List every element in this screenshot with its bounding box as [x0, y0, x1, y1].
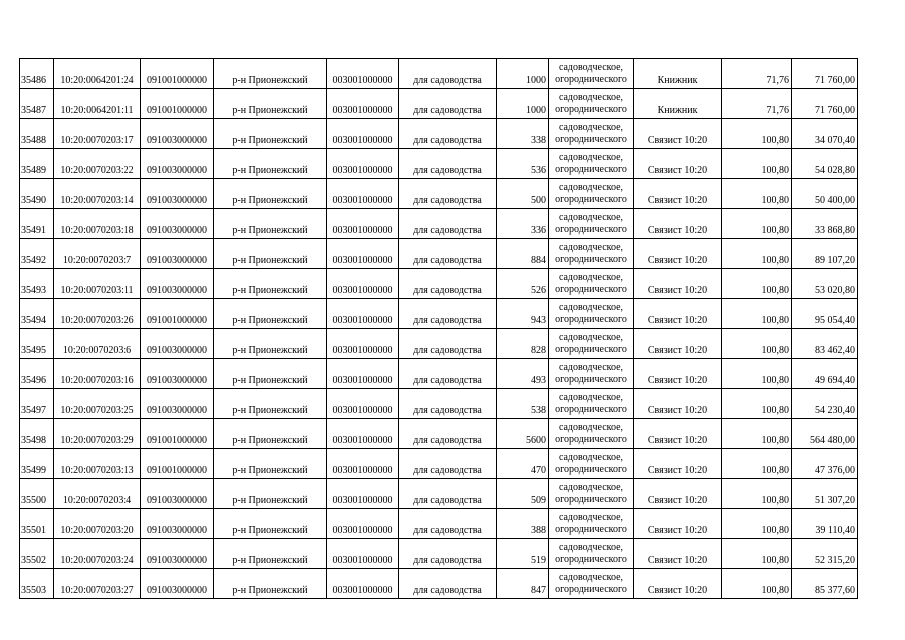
owner-cell: Книжник: [634, 89, 722, 119]
owner-cell: Связист 10:20: [634, 269, 722, 299]
purpose-cell: [549, 329, 634, 359]
purpose-line-1: садоводческое,: [558, 511, 624, 523]
district-cell: р-н Прионежский: [214, 149, 327, 179]
row-number-cell: 35486: [20, 59, 54, 89]
oktmo-code-cell: 091003000000: [141, 239, 214, 269]
category-code-cell: 003001000000: [327, 269, 399, 299]
cadastral-number-cell: 10:20:0070203:29: [54, 419, 141, 449]
permitted-use-cell: для садоводства: [399, 239, 497, 269]
row-number-cell: 35494: [20, 299, 54, 329]
category-code-cell: 003001000000: [327, 329, 399, 359]
row-number-cell: 35487: [20, 89, 54, 119]
cadastral-number-cell: 10:20:0070203:18: [54, 209, 141, 239]
land-plots-table: [19, 58, 858, 599]
district-cell: р-н Прионежский: [214, 359, 327, 389]
table-row: [20, 329, 858, 359]
purpose-line-1: садоводческое,: [558, 211, 624, 223]
area-cell: 470: [497, 449, 549, 479]
owner-cell: Книжник: [634, 59, 722, 89]
row-number-cell: 35501: [20, 509, 54, 539]
permitted-use-cell: для садоводства: [399, 479, 497, 509]
purpose-line-2: огороднического: [555, 163, 627, 175]
purpose-line-2: огороднического: [555, 253, 627, 265]
purpose-cell: [549, 149, 634, 179]
cadastral-value-cell: 564 480,00: [792, 419, 858, 449]
category-code-cell: 003001000000: [327, 569, 399, 599]
purpose-line-2: огороднического: [555, 523, 627, 535]
category-code-cell: 003001000000: [327, 419, 399, 449]
oktmo-code-cell: 091001000000: [141, 299, 214, 329]
purpose-line-2: огороднического: [555, 553, 627, 565]
permitted-use-cell: для садоводства: [399, 149, 497, 179]
purpose-line-2: огороднического: [555, 103, 627, 115]
rate-cell: 71,76: [722, 59, 792, 89]
oktmo-code-cell: 091003000000: [141, 389, 214, 419]
purpose-cell: [549, 359, 634, 389]
row-number-cell: 35498: [20, 419, 54, 449]
oktmo-code-cell: 091003000000: [141, 329, 214, 359]
category-code-cell: 003001000000: [327, 89, 399, 119]
row-number-cell: 35493: [20, 269, 54, 299]
permitted-use-cell: для садоводства: [399, 449, 497, 479]
table-row: [20, 449, 858, 479]
rate-cell: 71,76: [722, 89, 792, 119]
purpose-line-1: садоводческое,: [558, 271, 624, 283]
cadastral-number-cell: 10:20:0064201:11: [54, 89, 141, 119]
cadastral-number-cell: 10:20:0070203:4: [54, 479, 141, 509]
purpose-line-2: огороднического: [555, 403, 627, 415]
oktmo-code-cell: 091003000000: [141, 509, 214, 539]
rate-cell: 100,80: [722, 179, 792, 209]
area-cell: 1000: [497, 59, 549, 89]
cadastral-number-cell: 10:20:0070203:22: [54, 149, 141, 179]
oktmo-code-cell: 091003000000: [141, 179, 214, 209]
district-cell: р-н Прионежский: [214, 239, 327, 269]
rate-cell: 100,80: [722, 539, 792, 569]
purpose-cell: [549, 569, 634, 599]
owner-cell: Связист 10:20: [634, 149, 722, 179]
area-cell: 943: [497, 299, 549, 329]
category-code-cell: 003001000000: [327, 299, 399, 329]
table-row: [20, 419, 858, 449]
oktmo-code-cell: 091003000000: [141, 539, 214, 569]
cadastral-value-cell: 71 760,00: [792, 59, 858, 89]
oktmo-code-cell: 091001000000: [141, 59, 214, 89]
table-row: [20, 539, 858, 569]
cadastral-value-cell: 54 028,80: [792, 149, 858, 179]
rate-cell: 100,80: [722, 569, 792, 599]
oktmo-code-cell: 091003000000: [141, 479, 214, 509]
purpose-cell: [549, 89, 634, 119]
district-cell: р-н Прионежский: [214, 299, 327, 329]
district-cell: р-н Прионежский: [214, 509, 327, 539]
area-cell: 338: [497, 119, 549, 149]
table-row: [20, 389, 858, 419]
rate-cell: 100,80: [722, 209, 792, 239]
cadastral-number-cell: 10:20:0070203:13: [54, 449, 141, 479]
permitted-use-cell: для садоводства: [399, 119, 497, 149]
cadastral-value-cell: 47 376,00: [792, 449, 858, 479]
cadastral-value-cell: 39 110,40: [792, 509, 858, 539]
rate-cell: 100,80: [722, 449, 792, 479]
row-number-cell: 35489: [20, 149, 54, 179]
permitted-use-cell: для садоводства: [399, 269, 497, 299]
owner-cell: Связист 10:20: [634, 509, 722, 539]
rate-cell: 100,80: [722, 119, 792, 149]
oktmo-code-cell: 091003000000: [141, 569, 214, 599]
owner-cell: Связист 10:20: [634, 539, 722, 569]
category-code-cell: 003001000000: [327, 449, 399, 479]
owner-cell: Связист 10:20: [634, 359, 722, 389]
row-number-cell: 35497: [20, 389, 54, 419]
owner-cell: Связист 10:20: [634, 209, 722, 239]
purpose-cell: [549, 209, 634, 239]
owner-cell: Связист 10:20: [634, 239, 722, 269]
rate-cell: 100,80: [722, 269, 792, 299]
table-row: [20, 299, 858, 329]
row-number-cell: 35499: [20, 449, 54, 479]
rate-cell: 100,80: [722, 509, 792, 539]
purpose-line-1: садоводческое,: [558, 421, 624, 433]
purpose-line-1: садоводческое,: [558, 391, 624, 403]
permitted-use-cell: для садоводства: [399, 179, 497, 209]
row-number-cell: 35495: [20, 329, 54, 359]
owner-cell: Связист 10:20: [634, 419, 722, 449]
owner-cell: Связист 10:20: [634, 179, 722, 209]
purpose-line-1: садоводческое,: [558, 151, 624, 163]
table-row: [20, 149, 858, 179]
table-row: [20, 239, 858, 269]
area-cell: 538: [497, 389, 549, 419]
cadastral-number-cell: 10:20:0070203:25: [54, 389, 141, 419]
rate-cell: 100,80: [722, 149, 792, 179]
oktmo-code-cell: 091003000000: [141, 359, 214, 389]
purpose-line-1: садоводческое,: [558, 301, 624, 313]
oktmo-code-cell: 091003000000: [141, 209, 214, 239]
cadastral-value-cell: 71 760,00: [792, 89, 858, 119]
cadastral-number-cell: 10:20:0070203:6: [54, 329, 141, 359]
row-number-cell: 35502: [20, 539, 54, 569]
purpose-cell: [549, 389, 634, 419]
purpose-cell: [549, 539, 634, 569]
area-cell: 828: [497, 329, 549, 359]
permitted-use-cell: для садоводства: [399, 359, 497, 389]
purpose-cell: [549, 449, 634, 479]
purpose-line-2: огороднического: [555, 373, 627, 385]
table-row: [20, 569, 858, 599]
oktmo-code-cell: 091003000000: [141, 269, 214, 299]
purpose-line-1: садоводческое,: [558, 571, 624, 583]
owner-cell: Связист 10:20: [634, 479, 722, 509]
cadastral-value-cell: 50 400,00: [792, 179, 858, 209]
table-row: [20, 179, 858, 209]
row-number-cell: 35488: [20, 119, 54, 149]
table-row: [20, 479, 858, 509]
owner-cell: Связист 10:20: [634, 449, 722, 479]
row-number-cell: 35490: [20, 179, 54, 209]
category-code-cell: 003001000000: [327, 179, 399, 209]
permitted-use-cell: для садоводства: [399, 59, 497, 89]
cadastral-value-cell: 52 315,20: [792, 539, 858, 569]
area-cell: 509: [497, 479, 549, 509]
area-cell: 388: [497, 509, 549, 539]
rate-cell: 100,80: [722, 389, 792, 419]
purpose-line-2: огороднического: [555, 193, 627, 205]
district-cell: р-н Прионежский: [214, 389, 327, 419]
district-cell: р-н Прионежский: [214, 269, 327, 299]
rate-cell: 100,80: [722, 299, 792, 329]
area-cell: 5600: [497, 419, 549, 449]
category-code-cell: 003001000000: [327, 359, 399, 389]
purpose-line-2: огороднического: [555, 493, 627, 505]
district-cell: р-н Прионежский: [214, 539, 327, 569]
owner-cell: Связист 10:20: [634, 329, 722, 359]
district-cell: р-н Прионежский: [214, 179, 327, 209]
rate-cell: 100,80: [722, 479, 792, 509]
permitted-use-cell: для садоводства: [399, 569, 497, 599]
area-cell: 336: [497, 209, 549, 239]
area-cell: 493: [497, 359, 549, 389]
purpose-cell: [549, 179, 634, 209]
district-cell: р-н Прионежский: [214, 59, 327, 89]
cadastral-number-cell: 10:20:0070203:16: [54, 359, 141, 389]
category-code-cell: 003001000000: [327, 119, 399, 149]
district-cell: р-н Прионежский: [214, 569, 327, 599]
oktmo-code-cell: 091003000000: [141, 149, 214, 179]
purpose-line-2: огороднического: [555, 283, 627, 295]
purpose-cell: [549, 419, 634, 449]
cadastral-value-cell: 95 054,40: [792, 299, 858, 329]
cadastral-number-cell: 10:20:0070203:20: [54, 509, 141, 539]
oktmo-code-cell: 091001000000: [141, 449, 214, 479]
area-cell: 1000: [497, 89, 549, 119]
purpose-line-1: садоводческое,: [558, 241, 624, 253]
rate-cell: 100,80: [722, 359, 792, 389]
table-row: [20, 89, 858, 119]
purpose-line-2: огороднического: [555, 223, 627, 235]
district-cell: р-н Прионежский: [214, 209, 327, 239]
permitted-use-cell: для садоводства: [399, 329, 497, 359]
category-code-cell: 003001000000: [327, 509, 399, 539]
area-cell: 526: [497, 269, 549, 299]
district-cell: р-н Прионежский: [214, 89, 327, 119]
cadastral-number-cell: 10:20:0070203:7: [54, 239, 141, 269]
owner-cell: Связист 10:20: [634, 389, 722, 419]
permitted-use-cell: для садоводства: [399, 509, 497, 539]
purpose-cell: [549, 269, 634, 299]
oktmo-code-cell: 091003000000: [141, 119, 214, 149]
purpose-line-1: садоводческое,: [558, 451, 624, 463]
purpose-cell: [549, 59, 634, 89]
purpose-line-1: садоводческое,: [558, 121, 624, 133]
cadastral-value-cell: 89 107,20: [792, 239, 858, 269]
purpose-cell: [549, 299, 634, 329]
purpose-line-2: огороднического: [555, 583, 627, 595]
row-number-cell: 35503: [20, 569, 54, 599]
purpose-line-2: огороднического: [555, 73, 627, 85]
district-cell: р-н Прионежский: [214, 449, 327, 479]
cadastral-number-cell: 10:20:0070203:14: [54, 179, 141, 209]
oktmo-code-cell: 091001000000: [141, 419, 214, 449]
purpose-line-1: садоводческое,: [558, 361, 624, 373]
purpose-line-2: огороднического: [555, 313, 627, 325]
area-cell: 500: [497, 179, 549, 209]
purpose-line-2: огороднического: [555, 343, 627, 355]
oktmo-code-cell: 091001000000: [141, 89, 214, 119]
cadastral-number-cell: 10:20:0070203:24: [54, 539, 141, 569]
cadastral-value-cell: 34 070,40: [792, 119, 858, 149]
category-code-cell: 003001000000: [327, 479, 399, 509]
area-cell: 536: [497, 149, 549, 179]
purpose-line-2: огороднического: [555, 463, 627, 475]
cadastral-value-cell: 51 307,20: [792, 479, 858, 509]
district-cell: р-н Прионежский: [214, 119, 327, 149]
cadastral-number-cell: 10:20:0070203:26: [54, 299, 141, 329]
category-code-cell: 003001000000: [327, 59, 399, 89]
rate-cell: 100,80: [722, 329, 792, 359]
purpose-line-1: садоводческое,: [558, 481, 624, 493]
purpose-line-1: садоводческое,: [558, 541, 624, 553]
purpose-cell: [549, 509, 634, 539]
district-cell: р-н Прионежский: [214, 419, 327, 449]
category-code-cell: 003001000000: [327, 149, 399, 179]
district-cell: р-н Прионежский: [214, 479, 327, 509]
table-row: [20, 209, 858, 239]
permitted-use-cell: для садоводства: [399, 389, 497, 419]
cadastral-value-cell: 49 694,40: [792, 359, 858, 389]
purpose-cell: [549, 239, 634, 269]
area-cell: 884: [497, 239, 549, 269]
purpose-line-1: садоводческое,: [558, 181, 624, 193]
purpose-cell: [549, 119, 634, 149]
cadastral-number-cell: 10:20:0070203:27: [54, 569, 141, 599]
table-row: [20, 509, 858, 539]
permitted-use-cell: для садоводства: [399, 89, 497, 119]
cadastral-value-cell: 83 462,40: [792, 329, 858, 359]
category-code-cell: 003001000000: [327, 209, 399, 239]
category-code-cell: 003001000000: [327, 539, 399, 569]
permitted-use-cell: для садоводства: [399, 539, 497, 569]
row-number-cell: 35496: [20, 359, 54, 389]
area-cell: 519: [497, 539, 549, 569]
row-number-cell: 35491: [20, 209, 54, 239]
purpose-line-1: садоводческое,: [558, 91, 624, 103]
table-row: [20, 59, 858, 89]
row-number-cell: 35492: [20, 239, 54, 269]
purpose-line-1: садоводческое,: [558, 61, 624, 73]
purpose-line-2: огороднического: [555, 433, 627, 445]
cadastral-value-cell: 85 377,60: [792, 569, 858, 599]
owner-cell: Связист 10:20: [634, 299, 722, 329]
table-row: [20, 269, 858, 299]
cadastral-number-cell: 10:20:0064201:24: [54, 59, 141, 89]
permitted-use-cell: для садоводства: [399, 419, 497, 449]
owner-cell: Связист 10:20: [634, 119, 722, 149]
cadastral-value-cell: 33 868,80: [792, 209, 858, 239]
table-row: [20, 359, 858, 389]
cadastral-value-cell: 54 230,40: [792, 389, 858, 419]
permitted-use-cell: для садоводства: [399, 209, 497, 239]
district-cell: р-н Прионежский: [214, 329, 327, 359]
row-number-cell: 35500: [20, 479, 54, 509]
category-code-cell: 003001000000: [327, 239, 399, 269]
cadastral-value-cell: 53 020,80: [792, 269, 858, 299]
purpose-cell: [549, 479, 634, 509]
rate-cell: 100,80: [722, 239, 792, 269]
purpose-line-1: садоводческое,: [558, 331, 624, 343]
cadastral-number-cell: 10:20:0070203:17: [54, 119, 141, 149]
cadastral-number-cell: 10:20:0070203:11: [54, 269, 141, 299]
table-row: [20, 119, 858, 149]
permitted-use-cell: для садоводства: [399, 299, 497, 329]
category-code-cell: 003001000000: [327, 389, 399, 419]
purpose-line-2: огороднического: [555, 133, 627, 145]
owner-cell: Связист 10:20: [634, 569, 722, 599]
rate-cell: 100,80: [722, 419, 792, 449]
area-cell: 847: [497, 569, 549, 599]
